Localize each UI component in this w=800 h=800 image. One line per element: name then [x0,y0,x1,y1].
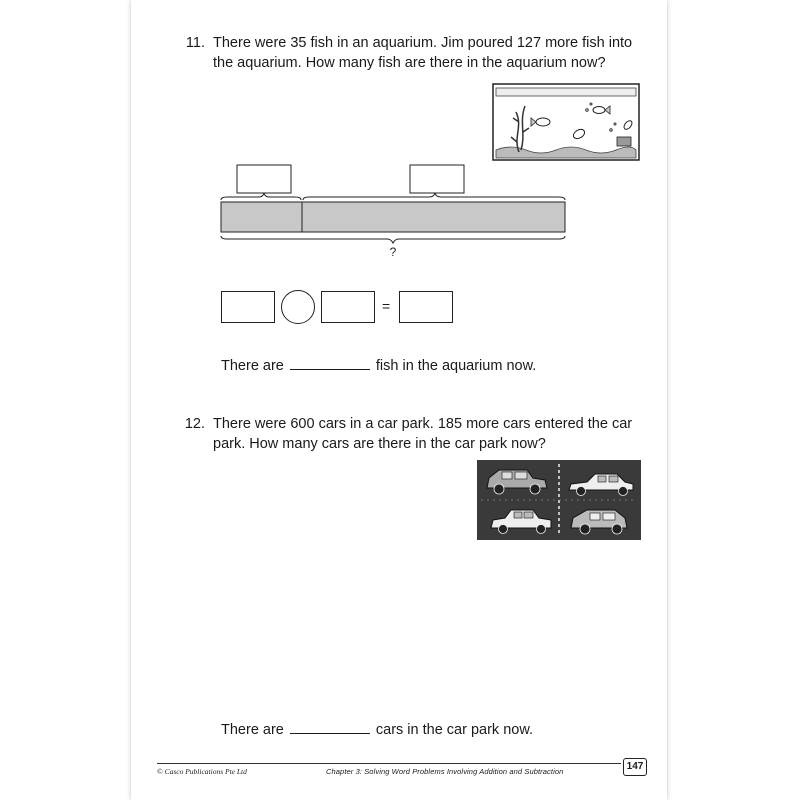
page-number: 147 [623,758,647,776]
question-number: 11. [185,35,205,51]
answer-blank-11[interactable] [290,357,370,370]
aquarium-illustration [491,82,641,162]
page-footer [131,755,667,783]
answer-prefix: There are [221,722,284,738]
answer-line-11 [221,357,536,374]
equals-sign: = [382,298,391,314]
answer-prefix: There are [221,358,284,374]
bar-part-large [302,202,565,232]
answer-suffix: fish in the aquarium now. [375,358,537,374]
bar-model [219,164,571,264]
car-park-illustration [477,460,641,540]
part-box-left [237,165,291,193]
equation-box-1[interactable] [221,291,275,323]
footer-chapter: Chapter 3: Solving Word Problems Involving Addition and Subtraction [326,767,564,776]
equation-box-2[interactable] [321,291,375,323]
footer-copyright: © Casco Publications Pte Ltd [157,767,247,776]
operator-circle[interactable] [281,290,315,324]
question-number: 12. [184,416,205,432]
bar-total-label: ? [389,245,397,259]
footer-divider [157,763,621,764]
question-text: There were 35 fish in an aquarium. Jim poured 127 more fish into the aquarium. How many fish are there in the aquarium now? [213,35,633,71]
part-box-right [410,165,464,193]
answer-suffix: cars in the car park now. [375,722,534,738]
answer-line-12 [221,721,533,738]
equation-box-result[interactable] [399,291,453,323]
question-text: There were 600 cars in a car park. 185 more cars entered the car park. How many cars are there in the car park now? [213,416,633,452]
bar-part-small [221,202,302,232]
answer-blank-12[interactable] [290,721,370,734]
worksheet-page [131,0,667,800]
